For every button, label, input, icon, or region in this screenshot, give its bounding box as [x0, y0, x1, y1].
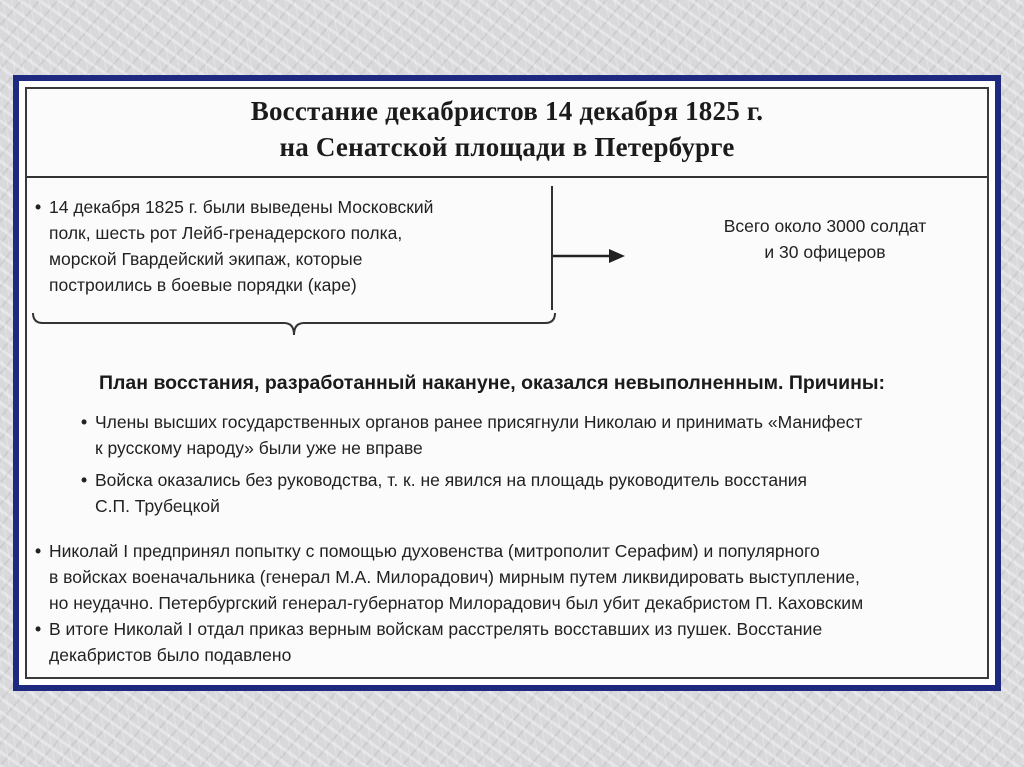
- bullet-icon: •: [35, 197, 42, 217]
- outcome-list: [35, 538, 990, 668]
- curly-brace-icon: [31, 311, 557, 339]
- bullet-icon: •: [35, 541, 42, 561]
- outcome-item: [35, 616, 990, 668]
- title-line-1: Восстание декабристов 14 декабря 1825 г.: [250, 96, 764, 126]
- troops-line: полк, шесть рот Лейб-гренадерского полка,: [49, 223, 403, 243]
- reason-item: [81, 467, 991, 519]
- reasons-list: [81, 409, 991, 525]
- troops-line: 14 декабря 1825 г. были выведены Московский: [49, 197, 434, 217]
- document-page: [25, 87, 989, 679]
- reason-line: С.П. Трубецкой: [95, 496, 220, 516]
- outcome-item: [35, 538, 990, 616]
- reason-line: Члены высших государственных органов ранее присягнули Николаю и принимать «Манифест: [95, 412, 863, 432]
- bullet-icon: •: [81, 412, 88, 432]
- bullet-icon: •: [35, 619, 42, 639]
- troops-block: [35, 194, 540, 298]
- outcome-text: [49, 538, 863, 616]
- troops-text: [49, 194, 433, 298]
- arrow-right-icon: [553, 246, 625, 266]
- outcome-line: декабристов было подавлено: [49, 645, 292, 665]
- reason-item: [81, 409, 991, 461]
- slide-frame: [13, 75, 1001, 691]
- outcome-line: Николай I предпринял попытку с помощью духовенства (митрополит Серафим) и популярного: [49, 541, 820, 561]
- troops-line: морской Гвардейский экипаж, которые: [49, 249, 363, 269]
- outcome-line: В итоге Николай I отдал приказ верным войскам расстрелять восставших из пушек. Восстание: [49, 619, 823, 639]
- reason-line: к русскому народу» были уже не вправе: [95, 438, 423, 458]
- total-line: и 30 офицеров: [764, 242, 886, 262]
- outcome-text: [49, 616, 822, 668]
- document-title: [27, 93, 987, 165]
- reason-text: [95, 467, 807, 519]
- reason-text: [95, 409, 862, 461]
- plan-heading: План восстания, разработанный накануне, оказался невыполненным. Причины:: [99, 372, 886, 394]
- troops-line: построились в боевые порядки (каре): [49, 275, 357, 295]
- troops-item: [35, 194, 540, 298]
- title-line-2: на Сенатской площади в Петербурге: [279, 132, 735, 162]
- title-divider: [27, 176, 987, 178]
- reason-line: Войска оказались без руководства, т. к. не явился на площадь руководитель восстания: [95, 470, 808, 490]
- total-count-block: [695, 213, 955, 265]
- total-line: Всего около 3000 солдат: [723, 216, 927, 236]
- outcome-line: но неудачно. Петербургский генерал-губернатор Милорадович был убит декабристом П. Каховским: [49, 593, 864, 613]
- bullet-icon: •: [81, 470, 88, 490]
- outcome-line: в войсках военачальника (генерал М.А. Милорадович) мирным путем ликвидировать выступление,: [49, 567, 860, 587]
